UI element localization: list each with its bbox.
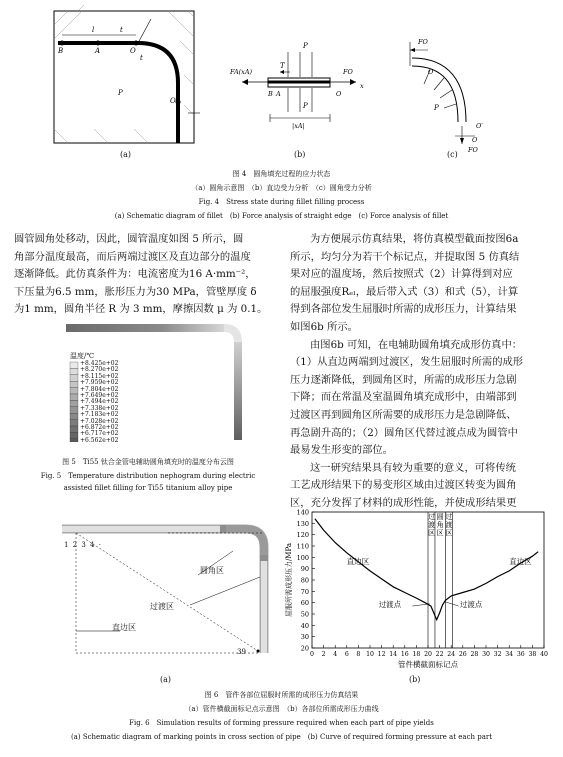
text-line: 角部分温度最高，而后两端过渡区及直边部分的温度 <box>14 250 251 263</box>
text-line: 再急剧升高的；（2）圆角区代替过渡点成为圆管中 <box>290 426 518 439</box>
x-tick-label: 10 <box>366 651 374 658</box>
x-tick-label: 12 <box>377 651 386 658</box>
fig6a-sublabel: (a) <box>160 675 172 684</box>
fig4-b-sublabel: (b) <box>294 150 306 159</box>
label-t-right: t <box>140 54 143 62</box>
x-axis-label: 管件横截面标记点 <box>398 660 458 669</box>
legend-value: +7.649e+02 <box>80 392 119 400</box>
text-line: 果对应的温度场，然后按照式（2）计算得到对应 <box>290 268 513 281</box>
text-line: 区，充分发挥了材料的成形性能，并使成形结果更 <box>290 496 517 509</box>
figure-6a-marking-points <box>58 519 276 659</box>
fig6-caption-en: Fig. 6 Simulation results of forming pressure required when each part of pipe yields <box>129 719 434 727</box>
text-line: 下压量为6.5 mm，胀形压力为30 MPa，管壁厚度 δ <box>14 285 257 298</box>
text-line: 压力逐渐降低，到圆角区时，所需的成形压力急剧 <box>290 373 517 386</box>
fig4-a-sublabel: (a) <box>120 150 132 159</box>
x-tick-label: 32 <box>493 651 502 658</box>
x-tick-label: 20 <box>424 651 432 658</box>
x-tick-label: 2 <box>321 651 326 658</box>
fig6b-sublabel: (b) <box>409 675 421 684</box>
label-fillet-zone: 圆角区 <box>200 566 224 575</box>
x-tick-label: 38 <box>528 651 537 658</box>
label-l: l <box>92 26 95 34</box>
x-tick-label: 24 <box>447 651 456 658</box>
region-label-straight-right: 直边区 <box>509 557 532 567</box>
label-A: A <box>95 47 101 55</box>
region-label-transition-left: 渡 <box>427 520 435 529</box>
label-B: B <box>268 90 273 98</box>
text-line: 如图6b 所示。 <box>290 320 358 333</box>
legend-value: +7.338e+02 <box>80 404 119 412</box>
points-label: 1 2 3 4 · <box>64 541 102 549</box>
y-tick-label: 50 <box>300 610 309 619</box>
legend-value: +7.959e+02 <box>80 379 119 387</box>
text-line: 最易发生形变的部位。 <box>290 444 393 457</box>
fig6-caption-cn: 图 6 管件各部位屈服时所需的成形压力仿真结果 <box>204 691 359 699</box>
region-label-fillet: 角 <box>436 520 444 529</box>
annotation-transition-point-left: 过渡点 <box>378 600 402 610</box>
label-A: A <box>276 90 281 98</box>
pressure-curve <box>315 519 538 620</box>
label-B: B <box>58 47 64 55</box>
x-tick-label: 6 <box>344 651 349 658</box>
fig5-caption-en-2: assisted fillet filling for Ti55 titanium alloy pipe <box>63 484 233 492</box>
fig4-caption-cn: 图 4 圆角填充过程的应力状态 <box>232 170 331 178</box>
right-column-text <box>290 231 552 513</box>
fig5-caption-en-1: Fig. 5 Temperature distribution nephogram during electric <box>40 472 256 480</box>
x-tick-label: 16 <box>400 651 409 658</box>
label-P-bottom: P <box>303 102 308 110</box>
region-label-fillet: 圆 <box>436 512 444 521</box>
text-line: 下降；而在常温及室温圆角填充成形中，由端部到 <box>290 391 517 404</box>
text-line: 由图6b 可知，在电辅助圆角填充成形仿真中： <box>310 338 523 351</box>
y-tick-label: 30 <box>300 633 309 642</box>
annotation-transition-point-right: 过渡点 <box>459 600 483 610</box>
label-FA: FA(xA) <box>230 68 253 76</box>
x-tick-label: 18 <box>412 651 421 658</box>
text-line: 所示，均匀分为若干个标记点，并提取图 5 仿真结 <box>290 250 520 263</box>
legend-value: +6.562e+02 <box>80 436 119 444</box>
label-x: x <box>360 82 364 90</box>
y-tick-label: 110 <box>296 542 309 551</box>
legend-title: 温度/℃ <box>70 352 95 360</box>
legend-values <box>70 361 118 444</box>
x-tick-label: 0 <box>310 651 314 658</box>
x-tick-label: 26 <box>458 651 467 658</box>
legend-value: +7.028e+02 <box>80 417 119 425</box>
y-tick-label: 100 <box>296 553 309 562</box>
text-line: 为1 mm，圆角半径 R 为 3 mm，摩擦因数 μ 为 0.1。 <box>14 303 268 316</box>
x-tick-label: 30 <box>482 651 490 658</box>
region-label-straight-left: 直边区 <box>346 557 370 567</box>
label-O-prime: O′ <box>170 97 178 105</box>
label-O-bottom: O <box>472 136 478 144</box>
label-P: P <box>434 104 439 112</box>
label-39: 39 <box>237 648 246 656</box>
y-axis-label: 屈服所需成形压力/MPa <box>285 542 293 618</box>
fig4-subcaption-cn: （a）圆角示意图 （b）直边受力分析 （c）圆角受力分析 <box>191 184 372 192</box>
x-tick-label: 28 <box>470 651 479 658</box>
x-tick-label: 14 <box>389 651 398 658</box>
legend-value: +6.717e+02 <box>80 430 119 438</box>
legend-value: +8.115e+02 <box>80 372 119 380</box>
text-line: 得到各部位发生屈服时所需的成形压力，计算结果 <box>290 303 517 316</box>
label-O-prime: O′ <box>476 122 483 130</box>
label-xA: |xA| <box>292 122 305 130</box>
text-line: 为方便展示仿真结果，将仿真模型截面按图6a <box>310 233 519 245</box>
label-P-top: P <box>303 42 308 50</box>
y-tick-label: 60 <box>300 599 309 608</box>
label-straight-zone: 直边区 <box>112 623 136 632</box>
region-label-transition-left: 过 <box>427 512 435 521</box>
label-P: P <box>118 89 123 97</box>
y-tick-label: 20 <box>300 644 309 653</box>
legend-value: +6.872e+02 <box>80 424 119 432</box>
x-tick-label: 8 <box>356 651 361 658</box>
fig4-subcaption-en: (a) Schematic diagram of fillet (b) Force analysis of straight edge (c) Force analysis of fillet <box>114 212 449 220</box>
region-label-transition-left: 区 <box>427 528 435 537</box>
y-tick-label: 80 <box>300 576 309 585</box>
figure-4-panel-c <box>400 22 500 154</box>
figure-6b-pressure-chart <box>282 506 554 676</box>
fig6-subcaption-cn: （a）管件横截面标记点示意图 （b）各部位所需成形压力曲线 <box>184 705 379 713</box>
annotation-leader <box>412 604 429 606</box>
y-tick-label: 90 <box>300 565 309 574</box>
text-line: 这一研究结果具有较为重要的意义，可将传统 <box>310 461 516 474</box>
label-O: O <box>130 47 136 55</box>
x-tick-label: 4 <box>333 651 338 658</box>
y-tick-label: 140 <box>296 508 309 517</box>
fig4-caption-en: Fig. 4 Stress state during fillet filling process <box>198 198 365 206</box>
label-t-top: t <box>120 26 123 34</box>
text-line: 圆管圆角处移动，因此，圆管温度如图 5 所示，圆 <box>14 233 244 245</box>
annotation-leader <box>444 602 459 607</box>
label-O-top: O <box>428 68 434 76</box>
x-tick-label: 22 <box>435 651 444 658</box>
x-tick-label: 36 <box>516 651 525 658</box>
fig5-caption-cn: 图 5 Ti55 钛合金管电辅助圆角填充时的温度分布云图 <box>62 458 234 466</box>
label-O: O <box>336 90 342 98</box>
text-line: 过渡区再到圆角区所需要的成形压力是急剧降低、 <box>290 408 517 421</box>
legend-value: +7.804e+02 <box>80 385 119 393</box>
legend-value: +8.270e+02 <box>80 366 119 374</box>
label-FO-bottom: FO <box>468 146 478 154</box>
y-tick-label: 120 <box>296 531 309 540</box>
fig6-subcaption-en: (a) Schematic diagram of marking points in cross section of pipe (b) Curve of required forming pressure at each part <box>70 733 493 741</box>
x-tick-label: 40 <box>540 651 548 658</box>
region-label-transition-right: 区 <box>445 528 453 537</box>
figure-4-panel-a <box>48 5 200 153</box>
text-line: 逐渐降低。此仿真条件为：电流密度为16 A·mm⁻²， <box>14 268 256 281</box>
y-tick-label: 70 <box>300 587 309 596</box>
label-T: T <box>280 62 285 70</box>
text-line: 的屈服强度Rₑₗ，最后带入式（3）和式（5），计算 <box>290 285 519 298</box>
text-line: （1）从直边两端到过渡区，发生屈服时所需的成形 <box>290 356 524 369</box>
left-column-text <box>14 231 282 319</box>
legend-value: +7.183e+02 <box>80 411 119 419</box>
x-tick-label: 34 <box>505 651 514 658</box>
figure-4-panel-b <box>228 30 368 145</box>
region-label-transition-right: 渡 <box>445 520 453 529</box>
label-transition-zone: 过渡区 <box>150 602 174 611</box>
fig4-c-sublabel: (c) <box>447 150 458 159</box>
y-tick-label: 40 <box>300 621 309 630</box>
region-label-transition-right: 过 <box>445 512 453 521</box>
legend-value: +8.425e+02 <box>80 360 119 367</box>
text-line: 工艺成形结果下的易变形区域由过渡区转变为圆角 <box>290 479 517 492</box>
region-label-fillet: 区 <box>436 528 444 537</box>
y-tick-label: 130 <box>296 519 309 528</box>
label-FO-top: FO <box>418 38 428 46</box>
label-FO: FO <box>343 68 353 76</box>
legend-value: +7.494e+02 <box>80 398 119 406</box>
